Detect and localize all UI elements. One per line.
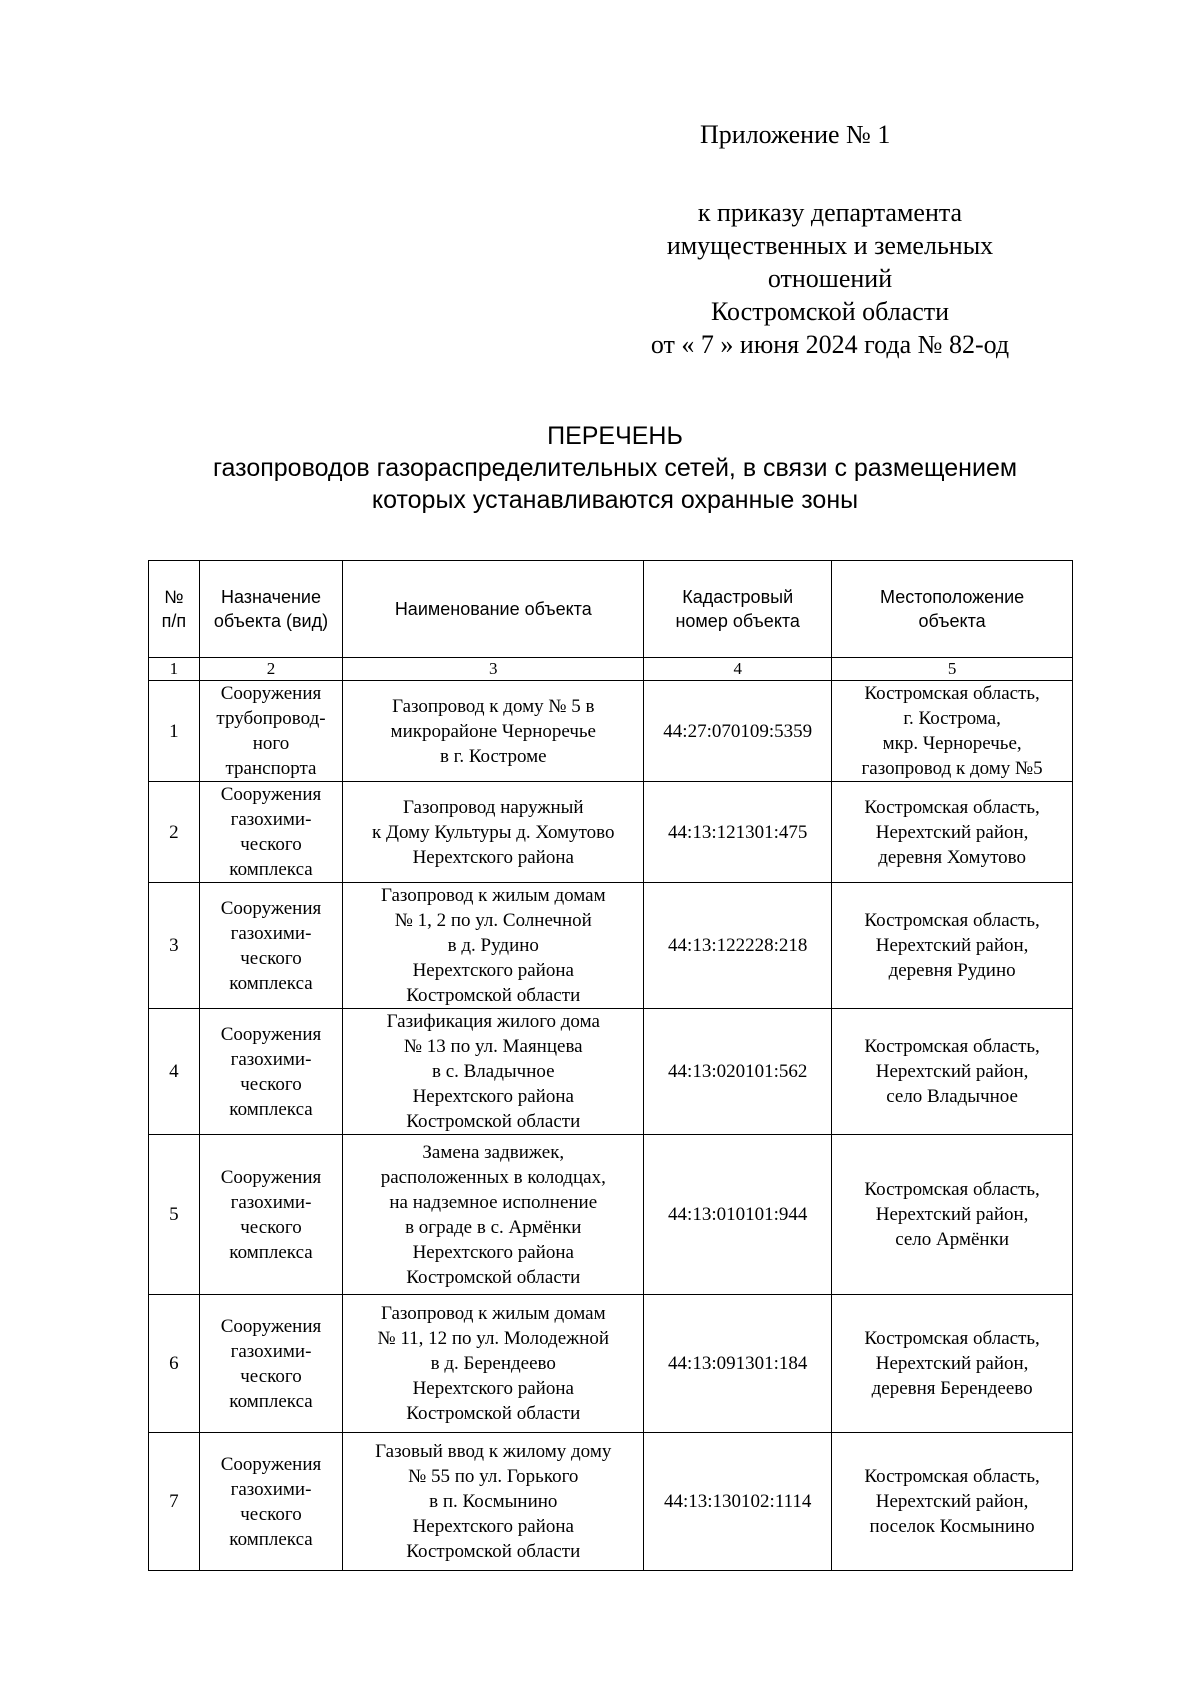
column-number-row bbox=[149, 658, 1073, 681]
table-row bbox=[149, 1009, 1073, 1135]
title-line-1: газопроводов газораспределительных сетей, в связи с размещением bbox=[212, 454, 1018, 482]
object-purpose: Сооружения газохими- ческого комплекса bbox=[199, 782, 343, 883]
object-purpose: Сооружения газохими- ческого комплекса bbox=[199, 1135, 343, 1295]
object-location: Костромская область, Нерехтский район, поселок Космынино bbox=[832, 1433, 1073, 1571]
object-location: Костромская область, Нерехтский район, село Владычное bbox=[832, 1009, 1073, 1135]
cadastral-number: 44:13:130102:1114 bbox=[644, 1433, 832, 1571]
order-reference bbox=[600, 196, 1060, 361]
object-purpose: Сооружения газохими- ческого комплекса bbox=[199, 1009, 343, 1135]
row-number: 2 bbox=[149, 782, 200, 883]
object-purpose: Сооружения трубопровод- ного транспорта bbox=[199, 681, 343, 782]
cadastral-number: 44:13:020101:562 bbox=[644, 1009, 832, 1135]
row-number: 7 bbox=[149, 1433, 200, 1571]
order-line: Костромской области bbox=[710, 297, 950, 326]
header-cadastral: Кадастровый номер объекта bbox=[644, 561, 832, 658]
table-body bbox=[149, 681, 1073, 1571]
table-row bbox=[149, 1295, 1073, 1433]
cadastral-number: 44:13:121301:475 bbox=[644, 782, 832, 883]
header-purpose: Назначение объекта (вид) bbox=[199, 561, 343, 658]
object-purpose: Сооружения газохими- ческого комплекса bbox=[199, 1433, 343, 1571]
order-line: от « 7 » июня 2024 года № 82-од bbox=[650, 330, 1010, 359]
table-row bbox=[149, 782, 1073, 883]
order-line: к приказу департамента bbox=[697, 198, 963, 227]
pipelines-table bbox=[148, 560, 1073, 1571]
table-header-row bbox=[149, 561, 1073, 658]
object-location: Костромская область, Нерехтский район, село Армёнки bbox=[832, 1135, 1073, 1295]
object-location: Костромская область, Нерехтский район, деревня Рудино bbox=[832, 883, 1073, 1009]
object-location: Костромская область, г. Кострома, мкр. Черноречье, газопровод к дому №5 bbox=[832, 681, 1073, 782]
object-purpose: Сооружения газохими- ческого комплекса bbox=[199, 883, 343, 1009]
cadastral-number: 44:13:122228:218 bbox=[644, 883, 832, 1009]
cadastral-number: 44:27:070109:5359 bbox=[644, 681, 832, 782]
object-name: Газификация жилого дома № 13 по ул. Маянцева в с. Владычное Нерехтского района Костромской области bbox=[343, 1009, 644, 1135]
order-line: отношений bbox=[767, 264, 893, 293]
title-heading: ПЕРЕЧЕНЬ bbox=[547, 422, 683, 450]
object-name: Газопровод к жилым домам № 1, 2 по ул. Солнечной в д. Рудино Нерехтского района Костромской области bbox=[343, 883, 644, 1009]
table-row bbox=[149, 1135, 1073, 1295]
column-number: 5 bbox=[832, 658, 1073, 681]
header-number: № п/п bbox=[149, 561, 200, 658]
order-line: имущественных и земельных bbox=[666, 231, 994, 260]
object-name: Газопровод к жилым домам № 11, 12 по ул. Молодежной в д. Берендеево Нерехтского района Костромской области bbox=[343, 1295, 644, 1433]
column-number: 1 bbox=[149, 658, 200, 681]
table-row bbox=[149, 883, 1073, 1009]
object-name: Замена задвижек, расположенных в колодцах, на надземное исполнение в ограде в с. Армёнки Нерехтского района Костромской области bbox=[343, 1135, 644, 1295]
cadastral-number: 44:13:010101:944 bbox=[644, 1135, 832, 1295]
row-number: 1 bbox=[149, 681, 200, 782]
header-location: Местоположение объекта bbox=[832, 561, 1073, 658]
table-row bbox=[149, 681, 1073, 782]
row-number: 5 bbox=[149, 1135, 200, 1295]
column-number: 3 bbox=[343, 658, 644, 681]
row-number: 3 bbox=[149, 883, 200, 1009]
appendix-label: Приложение № 1 bbox=[700, 120, 891, 149]
row-number: 6 bbox=[149, 1295, 200, 1433]
object-name: Газопровод наружный к Дому Культуры д. Хомутово Нерехтского района bbox=[343, 782, 644, 883]
object-location: Костромская область, Нерехтский район, деревня Берендеево bbox=[832, 1295, 1073, 1433]
row-number: 4 bbox=[149, 1009, 200, 1135]
object-location: Костромская область, Нерехтский район, деревня Хомутово bbox=[832, 782, 1073, 883]
title-line-2: которых устанавливаются охранные зоны bbox=[371, 486, 859, 514]
document-title bbox=[150, 420, 1080, 516]
table-row bbox=[149, 1433, 1073, 1571]
object-name: Газопровод к дому № 5 в микрорайоне Черноречье в г. Костроме bbox=[343, 681, 644, 782]
cadastral-number: 44:13:091301:184 bbox=[644, 1295, 832, 1433]
object-name: Газовый ввод к жилому дому № 55 по ул. Горького в п. Космынино Нерехтского района Костромской области bbox=[343, 1433, 644, 1571]
header-name: Наименование объекта bbox=[343, 561, 644, 658]
column-number: 4 bbox=[644, 658, 832, 681]
column-number: 2 bbox=[199, 658, 343, 681]
object-purpose: Сооружения газохими- ческого комплекса bbox=[199, 1295, 343, 1433]
